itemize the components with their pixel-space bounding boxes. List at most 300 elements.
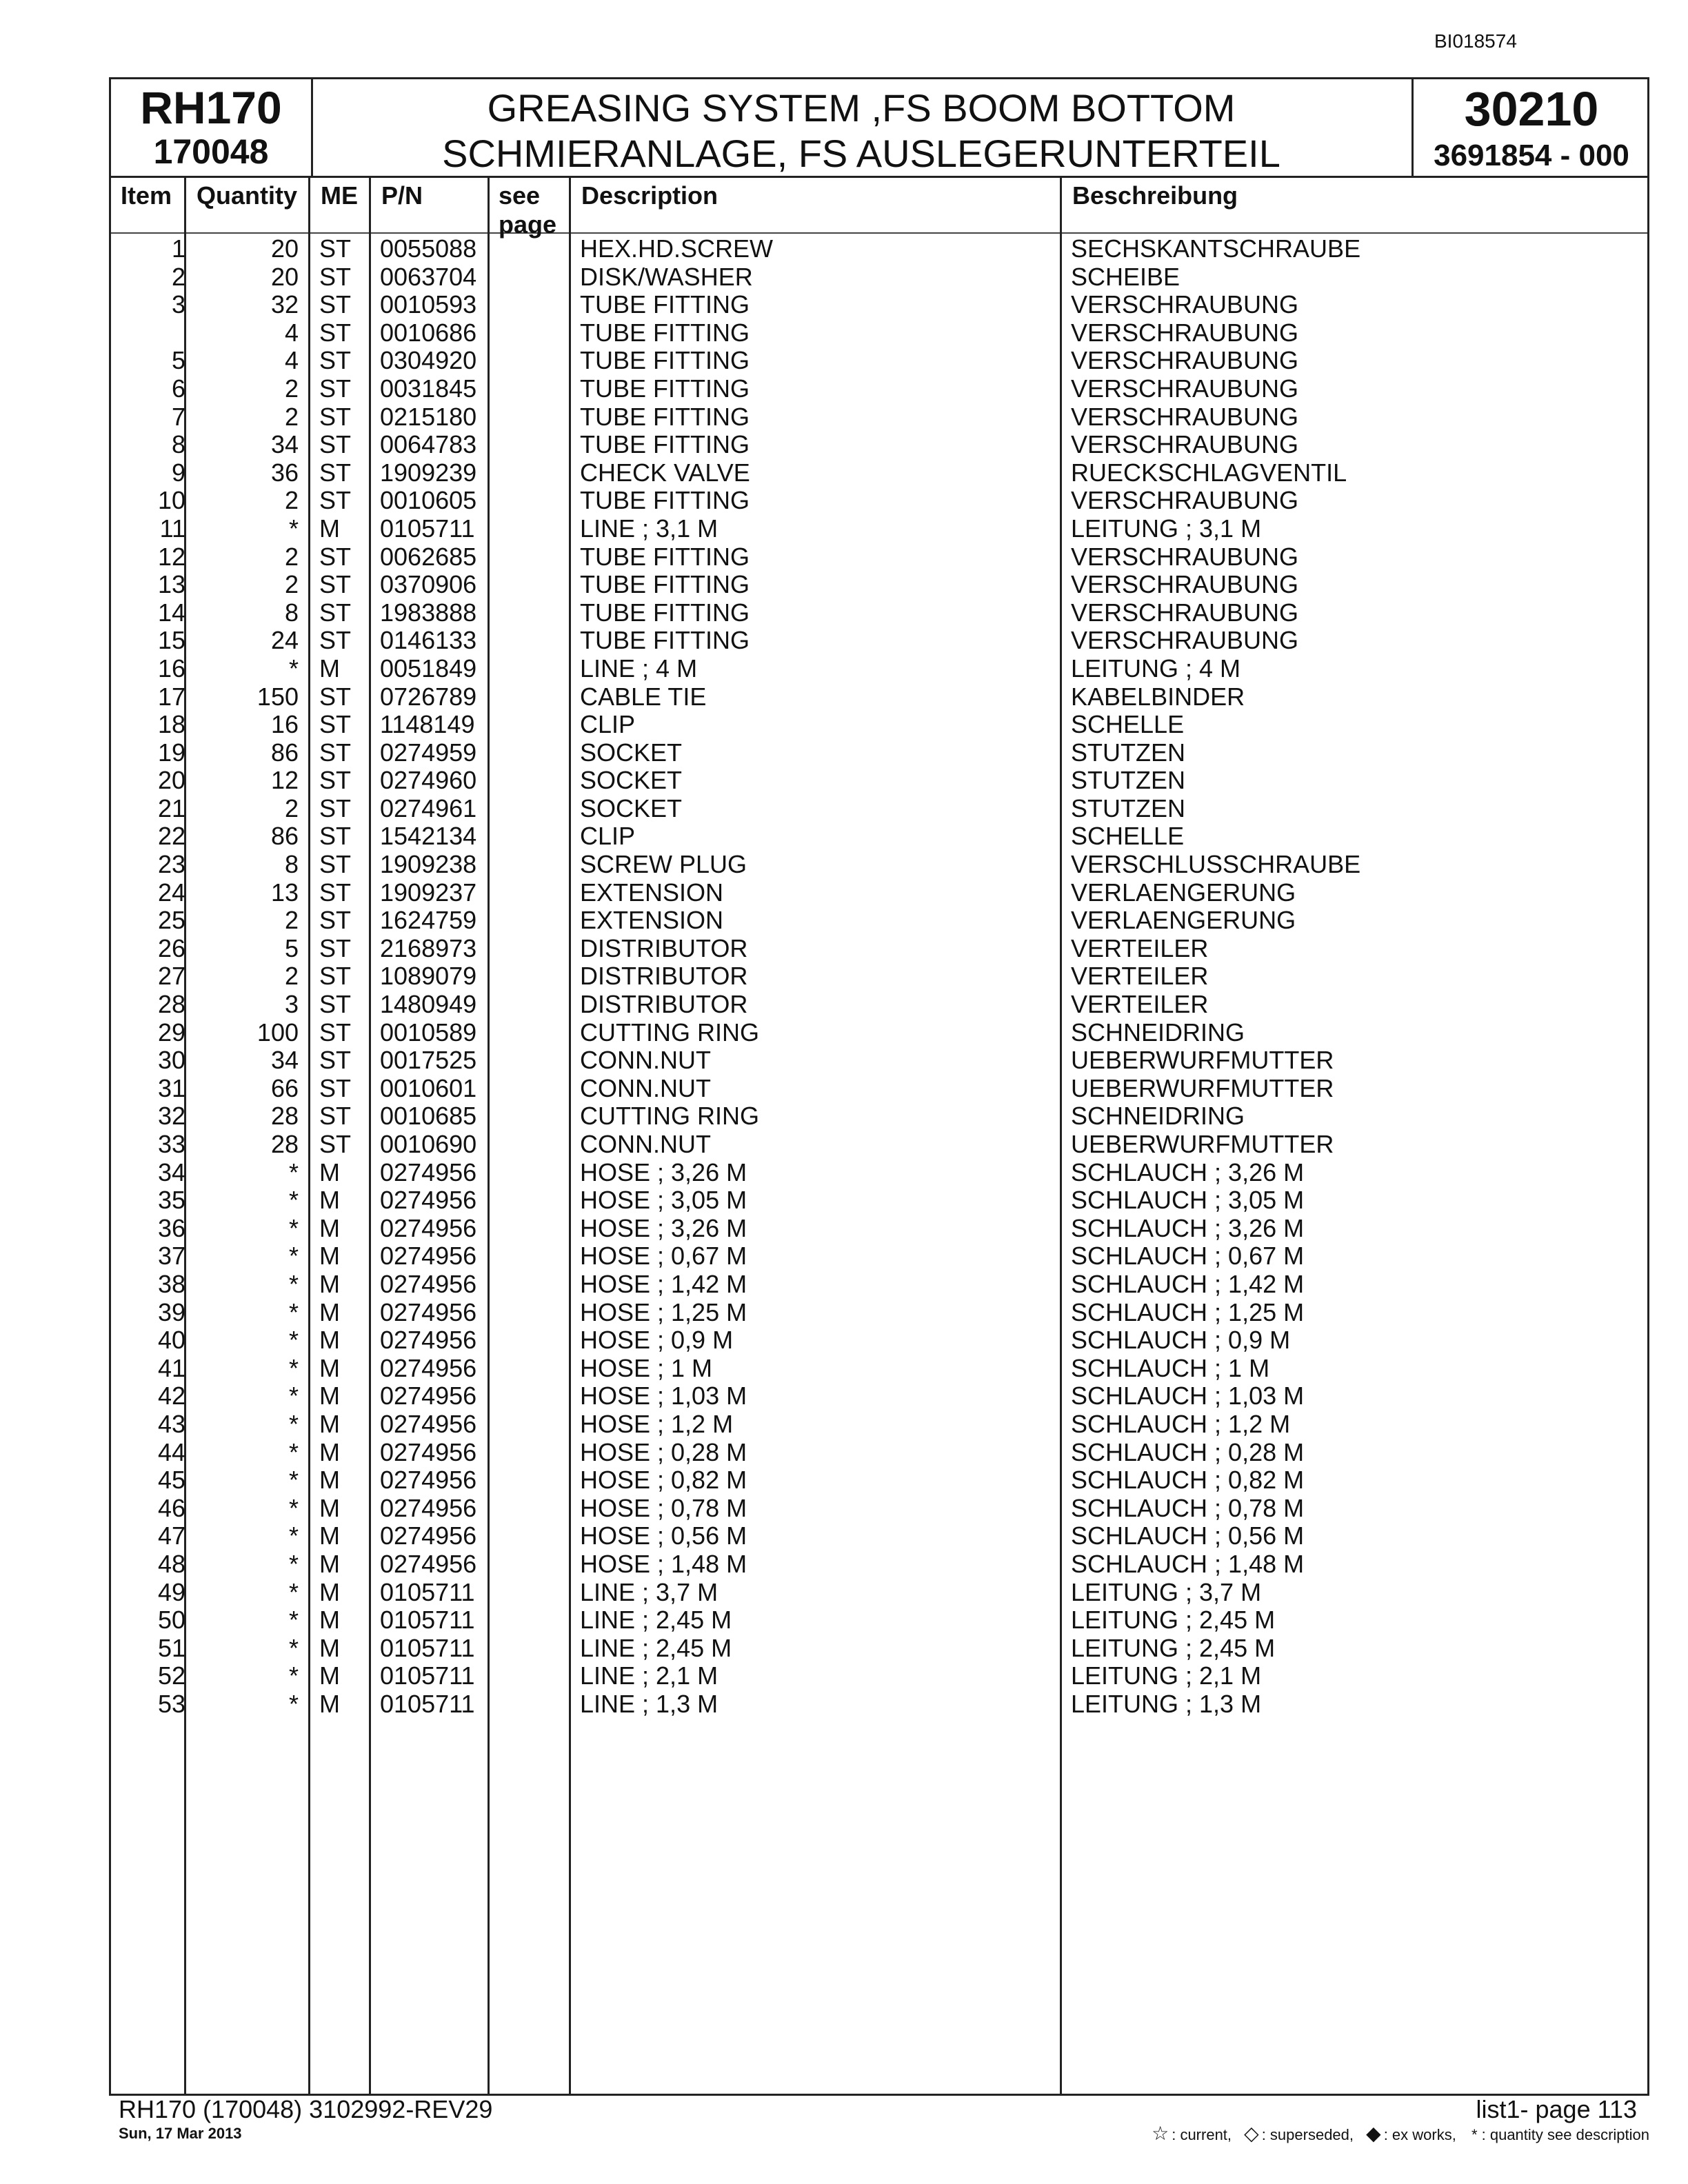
cell-description: HOSE ; 3,26 M bbox=[580, 1157, 747, 1186]
table-row bbox=[111, 515, 1647, 543]
table-row bbox=[111, 991, 1647, 1019]
cell-part-number: 1909239 bbox=[380, 458, 477, 487]
cell-unit: M bbox=[319, 1353, 340, 1382]
cell-item-number: 15 bbox=[157, 626, 185, 655]
cell-unit: M bbox=[319, 1493, 340, 1522]
cell-part-number: 1909238 bbox=[380, 850, 477, 879]
document-id: BI018574 bbox=[1434, 30, 1517, 52]
cell-part-number: 0010589 bbox=[380, 1018, 477, 1046]
cell-description: HOSE ; 0,78 M bbox=[580, 1493, 747, 1522]
cell-description: CUTTING RING bbox=[580, 1018, 759, 1046]
cell-part-number: 0010605 bbox=[380, 486, 477, 515]
cell-description: HOSE ; 0,82 M bbox=[580, 1466, 747, 1495]
cell-description: CONN.NUT bbox=[580, 1073, 711, 1102]
table-row bbox=[111, 1606, 1647, 1635]
cell-quantity: * bbox=[288, 1633, 299, 1662]
cell-quantity: * bbox=[288, 1689, 299, 1718]
table-row bbox=[111, 935, 1647, 963]
cell-description: DISK/WASHER bbox=[580, 262, 753, 291]
cell-part-number: 1542134 bbox=[380, 822, 477, 851]
cell-beschreibung: SCHLAUCH ; 1,48 M bbox=[1071, 1549, 1305, 1578]
cell-beschreibung: VERSCHRAUBUNG bbox=[1071, 346, 1299, 375]
cell-unit: M bbox=[319, 1549, 340, 1578]
cell-item-number: 46 bbox=[157, 1493, 185, 1522]
cell-beschreibung: VERSCHRAUBUNG bbox=[1071, 598, 1299, 627]
cell-description: HOSE ; 0,67 M bbox=[580, 1242, 747, 1271]
cell-unit: ST bbox=[319, 933, 352, 962]
table-row bbox=[111, 1019, 1647, 1047]
cell-quantity: 2 bbox=[284, 542, 299, 571]
cell-part-number: 0010593 bbox=[380, 290, 477, 319]
diamond-outline-icon: ◇ bbox=[1244, 2123, 1259, 2144]
cell-quantity: * bbox=[288, 1521, 299, 1550]
cell-description: DISTRIBUTOR bbox=[580, 990, 748, 1019]
cell-quantity: 8 bbox=[284, 598, 299, 627]
cell-beschreibung: UEBERWURFMUTTER bbox=[1071, 1130, 1334, 1158]
cell-description: HOSE ; 3,26 M bbox=[580, 1213, 747, 1242]
cell-beschreibung: SCHELLE bbox=[1071, 822, 1185, 851]
cell-beschreibung: SCHLAUCH ; 1,03 M bbox=[1071, 1382, 1305, 1410]
cell-quantity: 16 bbox=[270, 710, 299, 739]
table-row bbox=[111, 459, 1647, 487]
cell-unit: ST bbox=[319, 962, 352, 991]
cell-unit: M bbox=[319, 1242, 340, 1271]
cell-item-number: 42 bbox=[157, 1382, 185, 1410]
cell-item-number: 7 bbox=[171, 402, 185, 431]
cell-part-number: 1480949 bbox=[380, 990, 477, 1019]
table-row bbox=[111, 655, 1647, 683]
table-row bbox=[111, 1662, 1647, 1690]
cell-item-number: 17 bbox=[157, 682, 185, 711]
table-row bbox=[111, 1690, 1647, 1719]
cell-description: SCREW PLUG bbox=[580, 850, 747, 879]
table-row bbox=[111, 907, 1647, 935]
cell-quantity: * bbox=[288, 1577, 299, 1606]
cell-beschreibung: SCHNEIDRING bbox=[1071, 1102, 1245, 1131]
cell-beschreibung: LEITUNG ; 1,3 M bbox=[1071, 1689, 1262, 1718]
cell-unit: M bbox=[319, 1521, 340, 1550]
cell-description: HOSE ; 0,28 M bbox=[580, 1437, 747, 1466]
cell-description: TUBE FITTING bbox=[580, 626, 750, 655]
column-header-divider bbox=[111, 232, 1647, 234]
cell-item-number: 43 bbox=[157, 1409, 185, 1438]
cell-quantity: 8 bbox=[284, 850, 299, 879]
cell-description: CLIP bbox=[580, 710, 636, 739]
table-row bbox=[111, 1466, 1647, 1495]
cell-beschreibung: VERLAENGERUNG bbox=[1071, 906, 1296, 935]
cell-part-number: 0063704 bbox=[380, 262, 477, 291]
cell-part-number: 1909237 bbox=[380, 878, 477, 907]
table-row bbox=[111, 431, 1647, 459]
cell-unit: ST bbox=[319, 738, 352, 767]
cell-beschreibung: SCHLAUCH ; 0,78 M bbox=[1071, 1493, 1305, 1522]
cell-description: TUBE FITTING bbox=[580, 374, 750, 403]
cell-unit: ST bbox=[319, 346, 352, 375]
cell-unit: ST bbox=[319, 793, 352, 822]
cell-description: TUBE FITTING bbox=[580, 318, 750, 347]
cell-quantity: * bbox=[288, 1326, 299, 1355]
cell-part-number: 0051849 bbox=[380, 654, 477, 682]
cell-item-number: 25 bbox=[157, 906, 185, 935]
table-row bbox=[111, 1326, 1647, 1355]
cell-description: CABLE TIE bbox=[580, 682, 707, 711]
table-row bbox=[111, 1382, 1647, 1410]
cell-part-number: 0010686 bbox=[380, 318, 477, 347]
cell-unit: M bbox=[319, 1382, 340, 1410]
cell-description: LINE ; 4 M bbox=[580, 654, 698, 682]
cell-beschreibung: VERSCHLUSSCHRAUBE bbox=[1071, 850, 1361, 879]
table-row bbox=[111, 1579, 1647, 1607]
cell-description: HOSE ; 1,2 M bbox=[580, 1409, 734, 1438]
cell-description: DISTRIBUTOR bbox=[580, 933, 748, 962]
table-row bbox=[111, 683, 1647, 711]
cell-item-number: 29 bbox=[157, 1018, 185, 1046]
cell-unit: ST bbox=[319, 850, 352, 879]
table-row bbox=[111, 1299, 1647, 1327]
cell-description: HOSE ; 1,03 M bbox=[580, 1382, 747, 1410]
cell-quantity: * bbox=[288, 1409, 299, 1438]
table-row bbox=[111, 1635, 1647, 1663]
cell-beschreibung: LEITUNG ; 2,45 M bbox=[1071, 1633, 1276, 1662]
footer-document-reference: RH170 (170048) 3102992-REV29 bbox=[119, 2095, 493, 2123]
cell-description: CHECK VALVE bbox=[580, 458, 750, 487]
table-row bbox=[111, 1075, 1647, 1103]
table-row bbox=[111, 543, 1647, 572]
cell-unit: M bbox=[319, 1689, 340, 1718]
cell-beschreibung: UEBERWURFMUTTER bbox=[1071, 1073, 1334, 1102]
cell-quantity: 28 bbox=[270, 1130, 299, 1158]
table-row bbox=[111, 1186, 1647, 1215]
cell-unit: ST bbox=[319, 234, 352, 263]
table-row bbox=[111, 879, 1647, 907]
cell-item-number: 24 bbox=[157, 878, 185, 907]
legend-superseded: : superseded, bbox=[1261, 2126, 1354, 2143]
cell-beschreibung: STUTZEN bbox=[1071, 766, 1185, 795]
cell-item-number: 22 bbox=[157, 822, 185, 851]
cell-item-number: 47 bbox=[157, 1521, 185, 1550]
cell-beschreibung: SCHLAUCH ; 1,25 M bbox=[1071, 1297, 1305, 1326]
cell-description: HOSE ; 3,05 M bbox=[580, 1186, 747, 1215]
column-header-me: ME bbox=[321, 181, 358, 210]
cell-unit: ST bbox=[319, 990, 352, 1019]
cell-beschreibung: SCHLAUCH ; 1,2 M bbox=[1071, 1409, 1291, 1438]
group-number: 30210 bbox=[1464, 82, 1599, 136]
cell-item-number: 31 bbox=[157, 1073, 185, 1102]
cell-item-number: 16 bbox=[157, 654, 185, 682]
cell-unit: ST bbox=[319, 570, 352, 599]
cell-unit: ST bbox=[319, 598, 352, 627]
column-header-see-page: see page bbox=[499, 181, 557, 239]
model-block bbox=[111, 79, 313, 176]
cell-unit: M bbox=[319, 1326, 340, 1355]
cell-part-number: 0274956 bbox=[380, 1466, 477, 1495]
cell-unit: M bbox=[319, 1186, 340, 1215]
cell-quantity: * bbox=[288, 514, 299, 543]
cell-part-number: 0274956 bbox=[380, 1437, 477, 1466]
cell-unit: M bbox=[319, 1577, 340, 1606]
column-header-pn: P/N bbox=[381, 181, 423, 210]
cell-description: EXTENSION bbox=[580, 878, 724, 907]
cell-quantity: 100 bbox=[257, 1018, 299, 1046]
table-row bbox=[111, 403, 1647, 432]
cell-beschreibung: VERSCHRAUBUNG bbox=[1071, 290, 1299, 319]
cell-quantity: * bbox=[288, 1353, 299, 1382]
cell-item-number: 32 bbox=[157, 1102, 185, 1131]
cell-beschreibung: LEITUNG ; 2,45 M bbox=[1071, 1606, 1276, 1635]
group-block bbox=[1411, 79, 1649, 176]
serial-number: 170048 bbox=[153, 132, 269, 171]
parts-list-frame bbox=[109, 77, 1649, 2096]
cell-beschreibung: KABELBINDER bbox=[1071, 682, 1245, 711]
cell-description: SOCKET bbox=[580, 766, 683, 795]
cell-unit: ST bbox=[319, 1018, 352, 1046]
cell-quantity: 20 bbox=[270, 262, 299, 291]
cell-part-number: 0274959 bbox=[380, 738, 477, 767]
cell-item-number: 26 bbox=[157, 933, 185, 962]
table-row bbox=[111, 1131, 1647, 1159]
cell-description: HEX.HD.SCREW bbox=[580, 234, 774, 263]
cell-beschreibung: LEITUNG ; 3,7 M bbox=[1071, 1577, 1262, 1606]
cell-beschreibung: VERSCHRAUBUNG bbox=[1071, 374, 1299, 403]
reference-number: 3691854 - 000 bbox=[1434, 139, 1629, 172]
cell-unit: ST bbox=[319, 1046, 352, 1075]
cell-description: LINE ; 2,45 M bbox=[580, 1606, 732, 1635]
cell-unit: ST bbox=[319, 766, 352, 795]
model-number: RH170 bbox=[140, 82, 282, 133]
cell-quantity: 2 bbox=[284, 486, 299, 515]
cell-description: LINE ; 2,1 M bbox=[580, 1661, 719, 1690]
cell-unit: M bbox=[319, 1437, 340, 1466]
cell-part-number: 0274956 bbox=[380, 1213, 477, 1242]
cell-quantity: 28 bbox=[270, 1102, 299, 1131]
cell-unit: M bbox=[319, 1409, 340, 1438]
cell-quantity: * bbox=[288, 1493, 299, 1522]
table-row bbox=[111, 1355, 1647, 1383]
cell-beschreibung: SCHEIBE bbox=[1071, 262, 1180, 291]
cell-part-number: 0274956 bbox=[380, 1549, 477, 1578]
cell-beschreibung: VERSCHRAUBUNG bbox=[1071, 570, 1299, 599]
cell-beschreibung: SCHELLE bbox=[1071, 710, 1185, 739]
cell-unit: ST bbox=[319, 822, 352, 851]
cell-quantity: * bbox=[288, 1269, 299, 1298]
table-row bbox=[111, 263, 1647, 292]
cell-part-number: 0105711 bbox=[380, 1606, 475, 1635]
cell-part-number: 0274956 bbox=[380, 1353, 477, 1382]
cell-description: TUBE FITTING bbox=[580, 598, 750, 627]
cell-part-number: 0274956 bbox=[380, 1186, 477, 1215]
footer-date: Sun, 17 Mar 2013 bbox=[119, 2125, 242, 2142]
cell-beschreibung: SCHLAUCH ; 3,05 M bbox=[1071, 1186, 1305, 1215]
cell-quantity: 13 bbox=[270, 878, 299, 907]
cell-item-number: 34 bbox=[157, 1157, 185, 1186]
cell-description: HOSE ; 0,9 M bbox=[580, 1326, 734, 1355]
cell-quantity: 4 bbox=[284, 346, 299, 375]
cell-quantity: 24 bbox=[270, 626, 299, 655]
cell-unit: M bbox=[319, 1633, 340, 1662]
cell-unit: ST bbox=[319, 262, 352, 291]
cell-part-number: 0274956 bbox=[380, 1242, 477, 1271]
cell-description: HOSE ; 1,48 M bbox=[580, 1549, 747, 1578]
cell-item-number: 37 bbox=[157, 1242, 185, 1271]
footer-page-number: list1- page 113 bbox=[1476, 2095, 1637, 2123]
cell-beschreibung: STUTZEN bbox=[1071, 738, 1185, 767]
cell-beschreibung: VERTEILER bbox=[1071, 933, 1209, 962]
cell-beschreibung: SCHLAUCH ; 0,67 M bbox=[1071, 1242, 1305, 1271]
column-header-beschreibung: Beschreibung bbox=[1072, 181, 1238, 210]
table-row bbox=[111, 1271, 1647, 1299]
column-header-description: Description bbox=[581, 181, 719, 210]
table-row bbox=[111, 795, 1647, 823]
cell-unit: ST bbox=[319, 1102, 352, 1131]
cell-item-number: 38 bbox=[157, 1269, 185, 1298]
legend-current: : current, bbox=[1172, 2126, 1232, 2143]
cell-unit: ST bbox=[319, 458, 352, 487]
cell-item-number: 33 bbox=[157, 1130, 185, 1158]
cell-part-number: 1148149 bbox=[380, 710, 475, 739]
cell-item-number: 35 bbox=[157, 1186, 185, 1215]
title-english: GREASING SYSTEM ,FS BOOM BOTTOM bbox=[487, 86, 1236, 130]
cell-quantity: 34 bbox=[270, 1046, 299, 1075]
cell-unit: M bbox=[319, 1661, 340, 1690]
cell-beschreibung: UEBERWURFMUTTER bbox=[1071, 1046, 1334, 1075]
cell-item-number: 41 bbox=[157, 1353, 185, 1382]
cell-quantity: * bbox=[288, 1466, 299, 1495]
cell-beschreibung: SCHLAUCH ; 0,28 M bbox=[1071, 1437, 1305, 1466]
cell-description: DISTRIBUTOR bbox=[580, 962, 748, 991]
cell-part-number: 0064783 bbox=[380, 430, 477, 459]
cell-quantity: 20 bbox=[270, 234, 299, 263]
cell-part-number: 0105711 bbox=[380, 514, 475, 543]
table-row bbox=[111, 1046, 1647, 1075]
cell-item-number: 5 bbox=[171, 346, 185, 375]
cell-part-number: 0274956 bbox=[380, 1382, 477, 1410]
cell-beschreibung: VERSCHRAUBUNG bbox=[1071, 402, 1299, 431]
legend-quantity: * : quantity see description bbox=[1471, 2126, 1649, 2143]
table-row bbox=[111, 1102, 1647, 1131]
cell-quantity: 5 bbox=[284, 933, 299, 962]
cell-beschreibung: SCHLAUCH ; 0,82 M bbox=[1071, 1466, 1305, 1495]
column-header-quantity: Quantity bbox=[197, 181, 298, 210]
cell-description: TUBE FITTING bbox=[580, 430, 750, 459]
cell-item-number: 45 bbox=[157, 1466, 185, 1495]
cell-quantity: 2 bbox=[284, 793, 299, 822]
cell-item-number: 2 bbox=[171, 262, 185, 291]
cell-part-number: 1983888 bbox=[380, 598, 477, 627]
cell-item-number: 18 bbox=[157, 710, 185, 739]
cell-quantity: 2 bbox=[284, 570, 299, 599]
cell-part-number: 0274960 bbox=[380, 766, 477, 795]
table-row bbox=[111, 822, 1647, 851]
cell-unit: M bbox=[319, 514, 340, 543]
cell-unit: M bbox=[319, 1297, 340, 1326]
cell-unit: ST bbox=[319, 290, 352, 319]
cell-item-number: 39 bbox=[157, 1297, 185, 1326]
cell-part-number: 0274956 bbox=[380, 1269, 477, 1298]
cell-quantity: 36 bbox=[270, 458, 299, 487]
cell-quantity: 4 bbox=[284, 318, 299, 347]
cell-description: SOCKET bbox=[580, 793, 683, 822]
cell-beschreibung: SCHLAUCH ; 0,9 M bbox=[1071, 1326, 1291, 1355]
cell-part-number: 0215180 bbox=[380, 402, 477, 431]
cell-item-number: 6 bbox=[171, 374, 185, 403]
cell-description: HOSE ; 1,25 M bbox=[580, 1297, 747, 1326]
table-row bbox=[111, 375, 1647, 403]
cell-description: LINE ; 2,45 M bbox=[580, 1633, 732, 1662]
cell-item-number: 36 bbox=[157, 1213, 185, 1242]
cell-part-number: 2168973 bbox=[380, 933, 477, 962]
cell-description: LINE ; 3,7 M bbox=[580, 1577, 719, 1606]
cell-description: LINE ; 1,3 M bbox=[580, 1689, 719, 1718]
cell-item-number: 53 bbox=[157, 1689, 185, 1718]
cell-quantity: 2 bbox=[284, 962, 299, 991]
cell-part-number: 1089079 bbox=[380, 962, 477, 991]
table-row bbox=[111, 627, 1647, 655]
cell-part-number: 0010690 bbox=[380, 1130, 477, 1158]
cell-beschreibung: SCHNEIDRING bbox=[1071, 1018, 1245, 1046]
cell-item-number: 20 bbox=[157, 766, 185, 795]
cell-item-number: 27 bbox=[157, 962, 185, 991]
cell-part-number: 0055088 bbox=[380, 234, 477, 263]
cell-beschreibung: VERSCHRAUBUNG bbox=[1071, 626, 1299, 655]
table-row bbox=[111, 599, 1647, 627]
cell-description: LINE ; 3,1 M bbox=[580, 514, 719, 543]
cell-unit: M bbox=[319, 654, 340, 682]
table-row bbox=[111, 347, 1647, 375]
cell-beschreibung: SECHSKANTSCHRAUBE bbox=[1071, 234, 1361, 263]
cell-item-number: 28 bbox=[157, 990, 185, 1019]
cell-beschreibung: SCHLAUCH ; 0,56 M bbox=[1071, 1521, 1305, 1550]
cell-part-number: 0105711 bbox=[380, 1633, 475, 1662]
cell-beschreibung: VERTEILER bbox=[1071, 962, 1209, 991]
cell-unit: ST bbox=[319, 542, 352, 571]
cell-part-number: 1624759 bbox=[380, 906, 477, 935]
cell-item-number: 40 bbox=[157, 1326, 185, 1355]
cell-beschreibung: SCHLAUCH ; 1 M bbox=[1071, 1353, 1270, 1382]
cell-item-number: 10 bbox=[157, 486, 185, 515]
cell-quantity: 2 bbox=[284, 374, 299, 403]
cell-beschreibung: VERSCHRAUBUNG bbox=[1071, 486, 1299, 515]
cell-quantity: * bbox=[288, 1157, 299, 1186]
cell-quantity: 34 bbox=[270, 430, 299, 459]
cell-part-number: 0031845 bbox=[380, 374, 477, 403]
cell-unit: M bbox=[319, 1269, 340, 1298]
cell-unit: M bbox=[319, 1213, 340, 1242]
legend-ex-works: : ex works, bbox=[1383, 2126, 1456, 2143]
cell-item-number: 44 bbox=[157, 1437, 185, 1466]
cell-item-number: 14 bbox=[157, 598, 185, 627]
cell-item-number: 50 bbox=[157, 1606, 185, 1635]
cell-unit: M bbox=[319, 1466, 340, 1495]
footer-legend bbox=[1143, 2123, 1649, 2145]
table-row bbox=[111, 962, 1647, 991]
table-row bbox=[111, 235, 1647, 263]
cell-part-number: 0105711 bbox=[380, 1689, 475, 1718]
table-row bbox=[111, 1410, 1647, 1439]
cell-quantity: 2 bbox=[284, 402, 299, 431]
cell-beschreibung: VERTEILER bbox=[1071, 990, 1209, 1019]
table-row bbox=[111, 1159, 1647, 1187]
table-row bbox=[111, 767, 1647, 795]
header-divider bbox=[111, 176, 1647, 178]
title-german: SCHMIERANLAGE, FS AUSLEGERUNTERTEIL bbox=[442, 132, 1280, 175]
cell-part-number: 0274956 bbox=[380, 1409, 477, 1438]
table-row bbox=[111, 711, 1647, 739]
table-row bbox=[111, 739, 1647, 767]
cell-quantity: * bbox=[288, 1213, 299, 1242]
cell-part-number: 0274956 bbox=[380, 1326, 477, 1355]
cell-part-number: 0105711 bbox=[380, 1661, 475, 1690]
cell-description: TUBE FITTING bbox=[580, 542, 750, 571]
